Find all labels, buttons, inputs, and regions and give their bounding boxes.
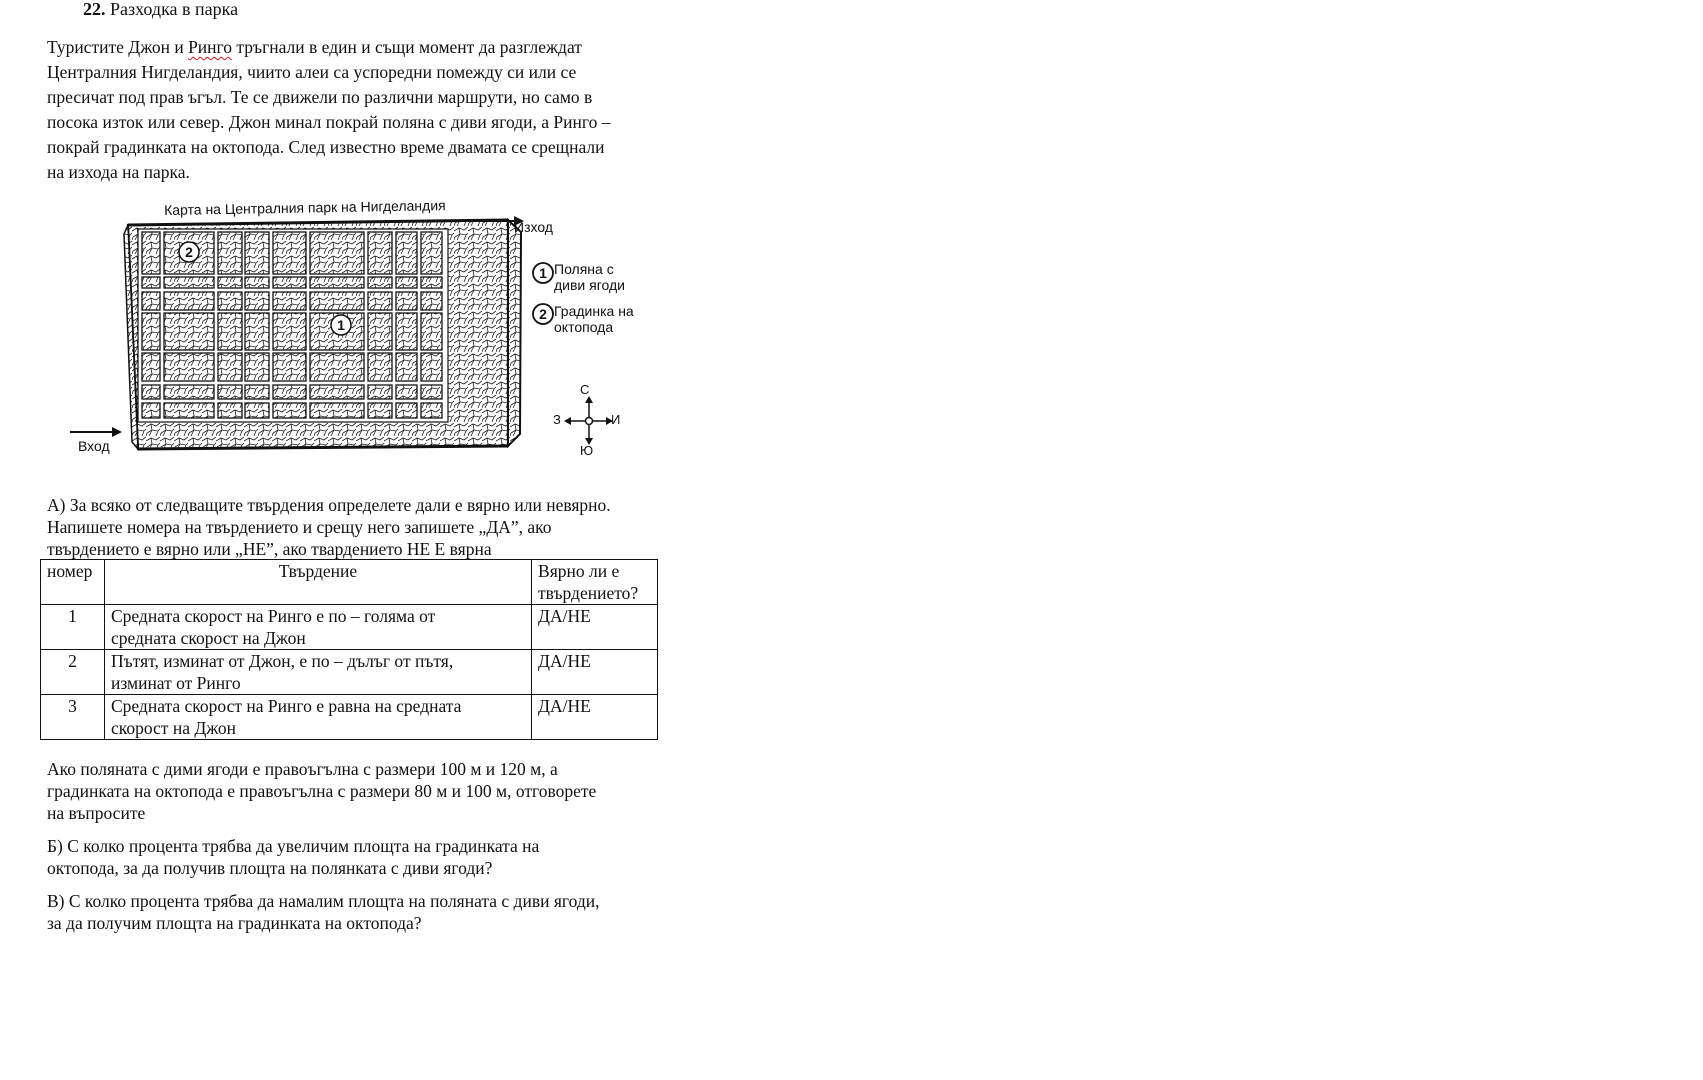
park-block — [368, 292, 392, 310]
park-block — [142, 385, 160, 399]
statements-table — [40, 559, 658, 740]
park-block — [396, 313, 417, 350]
task-b-line: октопода, за да получив площта на полянката с диви ягоди? — [47, 858, 493, 878]
map-title: Карта на Централния парк на Нигделандия — [164, 197, 446, 218]
park-block — [310, 403, 364, 418]
park-block — [245, 277, 269, 288]
marker-1-label: 1 — [337, 317, 345, 333]
park-block — [273, 385, 306, 399]
park-block — [396, 232, 417, 274]
park-block — [218, 292, 242, 310]
statement-line: изминат от Ринго — [110, 673, 241, 693]
park-block — [245, 385, 269, 399]
legend-marker-2-label: 2 — [539, 306, 547, 322]
task-b-question — [47, 835, 677, 879]
statement-line: Средната скорост на Ринго е равна на средната — [110, 696, 462, 716]
park-block — [368, 232, 392, 274]
park-block — [142, 313, 160, 350]
misspelled-word: Ринго — [188, 37, 233, 57]
park-block — [142, 232, 160, 274]
intro-line: Централния Нигделандия, чиито алеи са успоредни помежду си или се — [47, 62, 577, 82]
park-map-drawing — [62, 198, 674, 480]
legend-text: диви ягоди — [554, 277, 625, 293]
statement-line: Пътят, изминат от Джон, е по – дълъг от пътя, — [110, 651, 454, 671]
park-block — [310, 232, 364, 274]
park-block — [368, 403, 392, 418]
park-block — [273, 403, 306, 418]
park-block — [310, 353, 364, 381]
park-block — [218, 313, 242, 350]
compass-icon — [564, 396, 613, 445]
park-block — [310, 292, 364, 310]
problem-heading — [83, 0, 238, 19]
statement-line: скорост на Джон — [110, 718, 237, 738]
header-statement: Твърдение — [104, 560, 531, 605]
park-block — [245, 403, 269, 418]
map-entry-label: Вход — [78, 438, 110, 454]
row-statement — [104, 650, 531, 695]
park-block — [421, 385, 442, 399]
map-exit-label: Изход — [514, 219, 553, 235]
intro-line — [47, 35, 667, 60]
legend-item-octopus-garden — [554, 303, 664, 335]
row-statement — [104, 605, 531, 650]
park-block — [245, 292, 269, 310]
table-row — [41, 650, 658, 695]
legend-marker-1-label: 1 — [539, 265, 547, 281]
task-c-line: за да получим площта на градинката на октопода? — [47, 913, 422, 933]
intro-text: Туристите Джон и — [47, 37, 189, 57]
task-c-line: В) С колко процента трябва да намалим площта на поляната с диви ягоди, — [47, 891, 600, 911]
park-block — [310, 385, 364, 399]
compass-east-label: И — [611, 412, 621, 427]
row-number: 2 — [41, 650, 105, 695]
park-block — [142, 277, 160, 288]
compass-south-label: Ю — [580, 443, 594, 458]
park-block — [421, 292, 442, 310]
park-block — [396, 403, 417, 418]
compass-north-label: С — [580, 382, 590, 397]
park-block — [273, 232, 306, 274]
header-truth-line: твърдението? — [538, 583, 639, 603]
condition-line: Ако поляната с дими ягоди е правоъгълна с размери 100 м и 120 м, а — [47, 759, 558, 779]
legend-text: Поляна с — [554, 261, 614, 277]
park-block — [368, 385, 392, 399]
park-block — [164, 403, 214, 418]
park-block — [164, 353, 214, 381]
task-a-line: твърдението е вярно или „НЕ”, ако твардението НЕ Е вярна — [47, 539, 492, 559]
park-block — [164, 292, 214, 310]
park-block — [164, 277, 214, 288]
park-block — [142, 292, 160, 310]
row-answer[interactable]: ДА/НЕ — [532, 605, 658, 650]
park-block — [368, 313, 392, 350]
park-block — [245, 232, 269, 274]
park-block — [421, 403, 442, 418]
legend-marker-2 — [533, 304, 553, 324]
header-number: номер — [41, 560, 105, 605]
park-block — [273, 277, 306, 288]
header-truth — [532, 560, 658, 605]
task-a-instructions — [47, 494, 677, 560]
park-block — [396, 277, 417, 288]
park-block — [421, 313, 442, 350]
condition-paragraph — [47, 758, 677, 824]
park-block — [396, 292, 417, 310]
park-block — [218, 403, 242, 418]
park-block — [142, 403, 160, 418]
intro-text: тръгнали в един и същи момент да разглеждат — [232, 37, 582, 57]
park-block — [218, 385, 242, 399]
park-block — [164, 313, 214, 350]
condition-line: на въпросите — [47, 803, 146, 823]
park-block — [368, 353, 392, 381]
park-block — [421, 277, 442, 288]
marker-2-label: 2 — [185, 244, 193, 260]
intro-line: на изхода на парка. — [47, 162, 190, 182]
park-block — [245, 353, 269, 381]
task-c-question — [47, 890, 677, 934]
intro-paragraph — [47, 35, 667, 185]
legend-text: Градинка на — [554, 303, 634, 319]
condition-line: градинката на октопода е правоъгълна с размери 80 м и 100 м, отговорете — [47, 781, 597, 801]
row-answer[interactable]: ДА/НЕ — [532, 650, 658, 695]
park-block — [273, 292, 306, 310]
table-row — [41, 695, 658, 740]
row-answer[interactable]: ДА/НЕ — [532, 695, 658, 740]
statement-line: Средната скорост на Ринго е по – голяма от — [110, 606, 436, 626]
park-block — [396, 385, 417, 399]
park-block — [273, 313, 306, 350]
task-a-line: А) За всяко от следващите твърдения определете дали е вярно или невярно. — [47, 495, 611, 515]
legend-item-strawberry-meadow — [554, 261, 664, 293]
statement-line: средната скорост на Джон — [110, 628, 306, 648]
intro-line: посока изток или север. Джон минал покрай поляна с диви ягоди, а Ринго – — [47, 112, 611, 132]
legend-marker-1 — [533, 263, 553, 283]
row-number: 1 — [41, 605, 105, 650]
table-header-row — [41, 560, 658, 605]
table-row — [41, 605, 658, 650]
marker-1 — [331, 315, 351, 335]
compass-west-label: З — [553, 412, 561, 427]
entry-arrow-icon — [70, 427, 122, 437]
legend-text: октопода — [554, 319, 614, 335]
park-block — [218, 277, 242, 288]
park-block — [142, 353, 160, 381]
park-block — [164, 385, 214, 399]
park-block — [245, 313, 269, 350]
park-block — [421, 232, 442, 274]
problem-number: 22. — [83, 0, 106, 19]
intro-line: покрай градинката на октопода. След известно време двамата се срещнали — [47, 137, 605, 157]
problem-title: Разходка в парка — [110, 0, 239, 19]
park-block — [396, 353, 417, 381]
row-statement — [104, 695, 531, 740]
row-number: 3 — [41, 695, 105, 740]
task-b-line: Б) С колко процента трябва да увеличим площта на градинката на — [47, 836, 540, 856]
park-block — [273, 353, 306, 381]
park-block — [310, 277, 364, 288]
park-block — [218, 232, 242, 274]
park-map — [62, 198, 674, 480]
park-block — [421, 353, 442, 381]
intro-line: пресичат под прав ъгъл. Те се движели по различни маршрути, но само в — [47, 87, 593, 107]
park-block — [368, 277, 392, 288]
task-a-line: Напишете номера на твърдението и срещу него запишете „ДА”, ако — [47, 517, 552, 537]
park-block — [218, 353, 242, 381]
marker-2 — [179, 242, 199, 262]
header-truth-line: Вярно ли е — [538, 561, 620, 581]
